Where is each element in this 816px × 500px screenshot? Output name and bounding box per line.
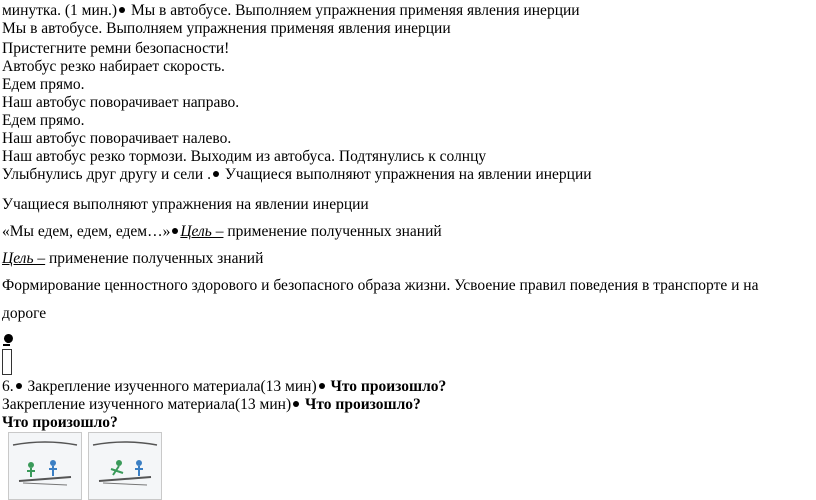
line-11: Учащиеся выполняют упражнения на явлении инерции bbox=[2, 196, 369, 213]
line-5: Едем прямо. bbox=[2, 76, 85, 93]
line-17: Закрепление изученного материала(13 мин) Что произошло? bbox=[2, 396, 421, 413]
divider bbox=[3, 344, 10, 346]
line-10: Улыбнулись друг другу и сели . Учащиеся выполняют упражнения на явлении инерции bbox=[2, 166, 592, 183]
bullet-icon bbox=[3, 333, 15, 345]
goal-label: Цель – bbox=[180, 223, 224, 240]
line-2: Мы в автобусе. Выполняем упражнения применяя явления инерции bbox=[2, 20, 451, 37]
line-15: дороге bbox=[2, 305, 47, 322]
line-8: Наш автобус поворачивает налево. bbox=[2, 130, 232, 147]
bullet-icon bbox=[16, 383, 22, 389]
slide-thumbnail-2 bbox=[88, 432, 162, 500]
text-box-frame bbox=[2, 349, 12, 375]
line-6: Наш автобус поворачивает направо. bbox=[2, 94, 240, 111]
line-18: Что произошло? bbox=[2, 414, 118, 431]
bullet-icon bbox=[213, 171, 219, 177]
line-3: Пристегните ремни безопасности! bbox=[2, 40, 230, 57]
line-12: «Мы едем, едем, едем…» Цель – применение полученных знаний bbox=[2, 223, 442, 240]
line-16: 6. Закрепление изученного материала(13 мин) Что произошло? bbox=[2, 378, 447, 395]
line-1: минутка. (1 мин.) Мы в автобусе. Выполняем упражнения применяя явления инерции bbox=[2, 2, 580, 19]
bullet-icon bbox=[119, 7, 125, 13]
line-9: Наш автобус резко тормози. Выходим из автобуса. Подтянулись к солнцу bbox=[2, 148, 487, 165]
people-in-boat-illustration bbox=[9, 433, 81, 499]
slide-thumbnail-1 bbox=[8, 432, 82, 500]
line-4: Автобус резко набирает скорость. bbox=[2, 58, 225, 75]
line-13: Цель – применение полученных знаний bbox=[2, 250, 264, 267]
goal-label: Цель – bbox=[2, 250, 46, 267]
line-7: Едем прямо. bbox=[2, 112, 85, 129]
bullet-icon bbox=[319, 383, 325, 389]
bullet-icon bbox=[172, 228, 178, 234]
people-in-boat-illustration bbox=[89, 433, 161, 499]
line-14: Формирование ценностного здорового и безопасного образа жизни. Усвоение правил поведения в транспорте и на bbox=[2, 277, 759, 294]
bullet-icon bbox=[293, 401, 299, 407]
